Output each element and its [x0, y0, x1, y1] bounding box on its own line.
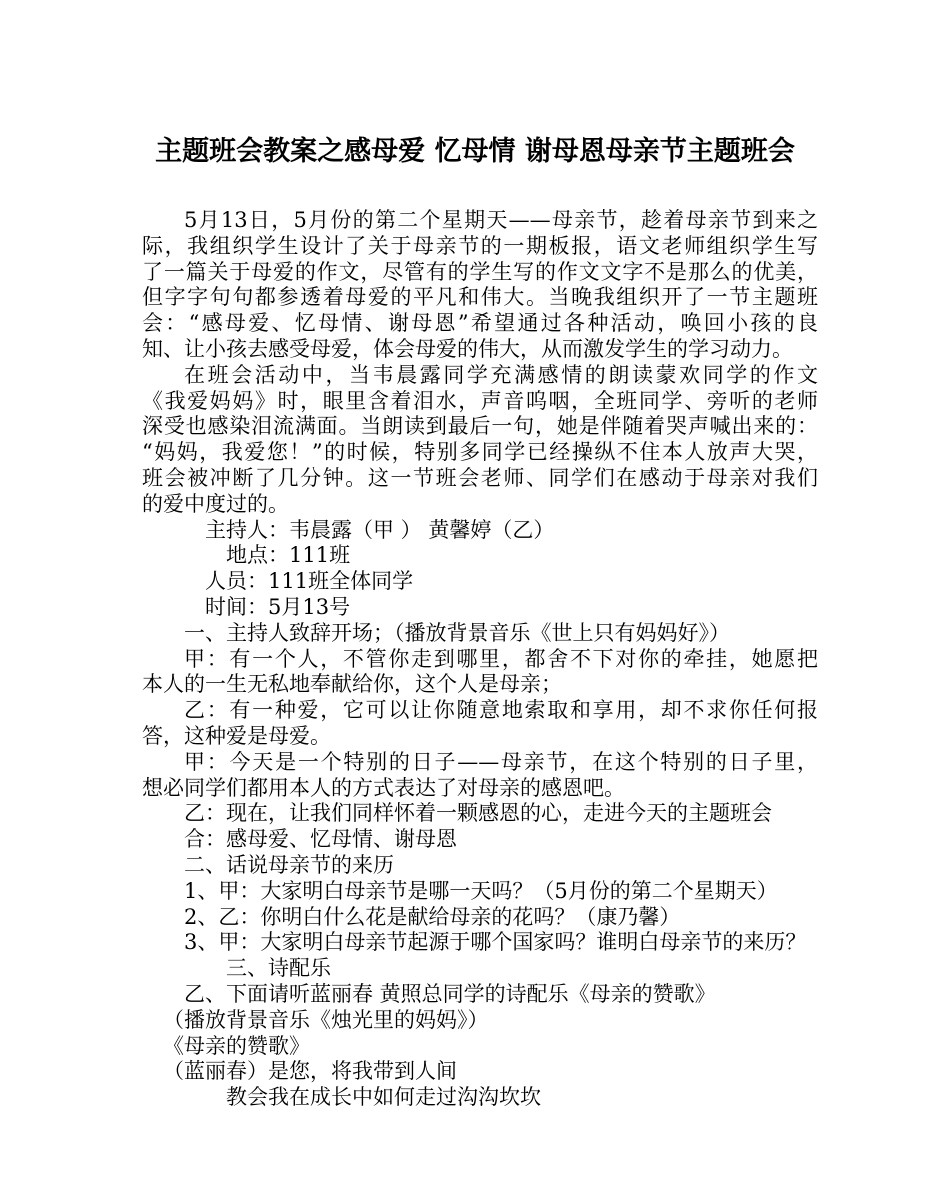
text-line: 1、甲：大家明白母亲节是哪一天吗？（5月份的第二个星期天）: [184, 878, 778, 903]
text-line: 甲：有一个人，不管你走到哪里，都舍不下对你的牵挂，她愿把: [184, 646, 818, 671]
text-line: 乙、下面请听蓝丽春 黄照总同学的诗配乐《母亲的赞歌》: [184, 981, 716, 1006]
text-line: 地点：111班: [226, 543, 351, 568]
text-line: 《母亲的赞歌》: [163, 1033, 310, 1058]
text-line: 3、甲：大家明白母亲节起源于哪个国家吗？谁明白母亲节的来历？: [184, 930, 807, 955]
document-body: [142, 208, 818, 1111]
text-line: 班会被冲断了几分钟。这一节班会老师、同学们在感动于母亲对我们: [142, 465, 818, 490]
text-line: 但字字句句都参透着母爱的平凡和伟大。当晚我组织开了一节主题班: [142, 285, 818, 310]
text-line: 了一篇关于母爱的作文，尽管有的学生写的作文文字不是那么的优美，: [142, 259, 818, 284]
text-line: 三、诗配乐: [226, 956, 331, 981]
text-line: 教会我在成长中如何走过沟沟坎坎: [226, 1085, 541, 1110]
text-line: （播放背景音乐《烛光里的妈妈》）: [163, 1007, 489, 1032]
text-line: 际，我组织学生设计了关于母亲节的一期板报，语文老师组织学生写: [142, 233, 818, 258]
text-line: “妈妈，我爱您！”的时候，特别多同学已经操纵不住本人放声大哭，: [142, 440, 818, 465]
text-line: （蓝丽春）是您，将我带到人间: [163, 1059, 457, 1084]
text-line: 2、乙：你明白什么花是献给母亲的花吗？（康乃馨）: [184, 904, 681, 929]
text-line: 二、话说母亲节的来历: [184, 852, 394, 877]
text-line: 乙：有一种爱，它可以让你随意地索取和享用，却不求你任何报: [184, 698, 818, 723]
document-title: 主题班会教案之感母爱 忆母情 谢母恩母亲节主题班会: [155, 136, 795, 167]
text-line: 深受也感染泪流满面。当朗读到最后一句，她是伴随着哭声喊出来的：: [142, 414, 818, 439]
text-line: 《我爱妈妈》时，眼里含着泪水，声音呜咽，全班同学、旁听的老师: [142, 388, 818, 413]
text-line: 甲：今天是一个特别的日子——母亲节，在这个特别的日子里，: [184, 749, 818, 774]
text-line: 在班会活动中，当韦晨露同学充满感情的朗读蒙欢同学的作文: [184, 362, 818, 387]
text-line: 主持人：韦晨露（甲 ） 黄馨婷（乙）: [205, 517, 555, 542]
text-line: 人员：111班全体同学: [205, 569, 414, 594]
text-line: 会：“感母爱、忆母情、谢母恩”希望通过各种活动，唤回小孩的良: [142, 311, 818, 336]
text-line: 乙：现在，让我们同样怀着一颗感恩的心，走进今天的主题班会: [184, 801, 772, 826]
text-line: 5月13日，5月份的第二个星期天——母亲节，趁着母亲节到来之: [184, 208, 818, 232]
text-line: 的爱中度过的。: [142, 491, 289, 516]
text-line: 本人的一生无私地奉献给你，这个人是母亲；: [142, 672, 562, 697]
text-line: 合：感母爱、忆母情、谢母恩: [184, 827, 457, 852]
text-line: 时间：5月13号: [205, 594, 351, 619]
text-line: 一、主持人致辞开场；（播放背景音乐《世上只有妈妈好》）: [184, 620, 730, 645]
text-line: 知、让小孩去感受母爱，体会母爱的伟大，从而激发学生的学习动力。: [142, 336, 793, 361]
text-line: 想必同学们都用本人的方式表达了对母亲的感恩吧。: [142, 775, 625, 800]
text-line: 答，这种爱是母爱。: [142, 723, 331, 748]
